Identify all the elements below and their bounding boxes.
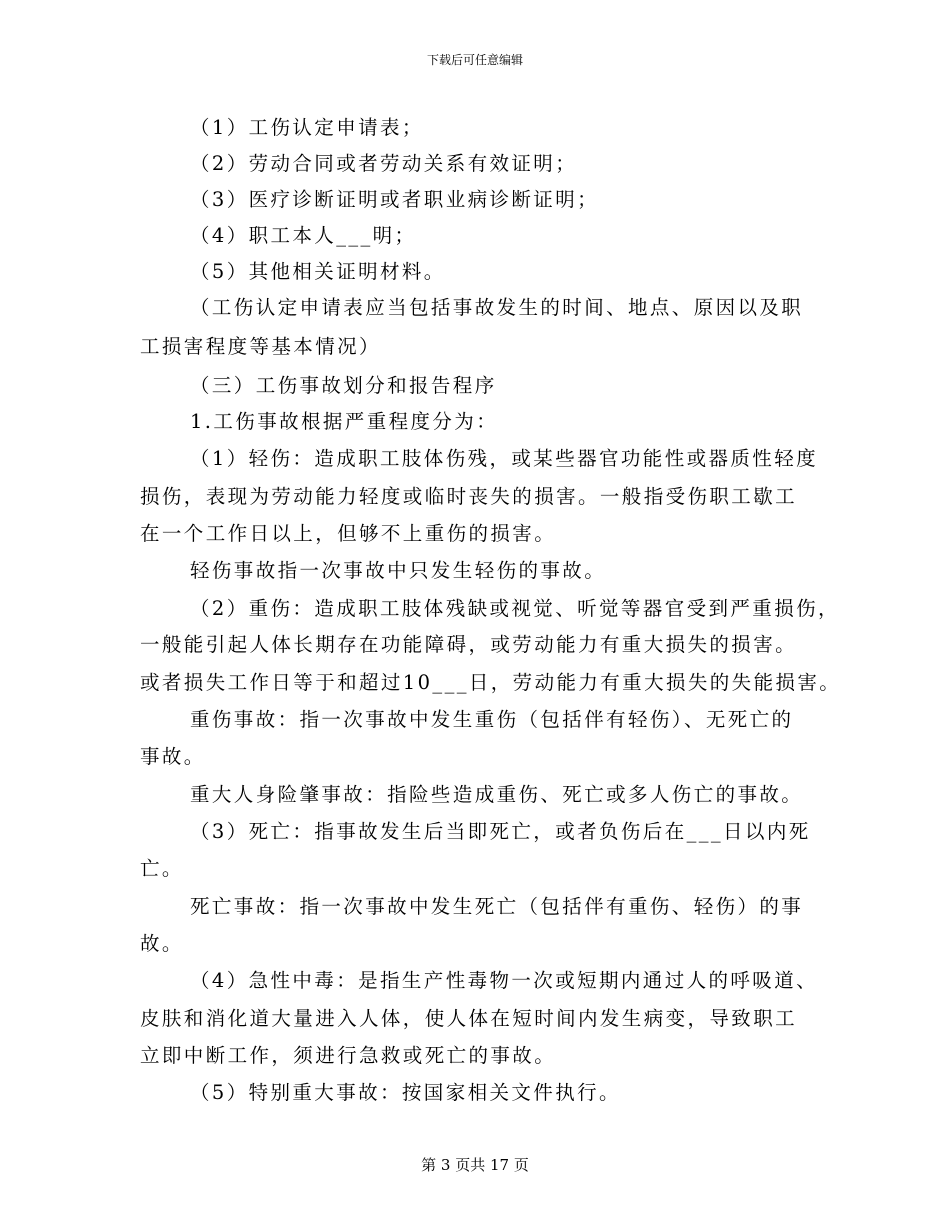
paragraph-line: （2）重伤：造成职工肢体残缺或视觉、听觉等器官受到严重损伤， bbox=[190, 597, 840, 620]
paragraph-line: （4）急性中毒：是指生产性毒物一次或短期内通过人的呼吸道、 bbox=[190, 969, 819, 992]
paragraph-line: （5）特别重大事故：按国家相关文件执行。 bbox=[190, 1081, 621, 1104]
paragraph-line: 一般能引起人体长期存在功能障碍，或劳动能力有重大损失的损害。 bbox=[140, 633, 798, 656]
list-item: （1）工伤认定申请表； bbox=[190, 116, 424, 139]
paragraph-line: 亡。 bbox=[140, 857, 184, 880]
paragraph-line: 在一个工作日以上，但够不上重伤的损害。 bbox=[140, 522, 557, 545]
paragraph-line: 重大人身险肇事故：指险些造成重伤、死亡或多人伤亡的事故。 bbox=[190, 783, 804, 806]
list-item: （4）职工本人___明； bbox=[190, 224, 417, 247]
page-number: 第 3 页共 17 页 bbox=[421, 1156, 529, 1174]
paragraph-line: 或者损失工作日等于和超过10___日，劳动能力有重大损失的失能损害。 bbox=[140, 671, 842, 694]
paragraph-line: 立即中断工作，须进行急救或死亡的事故。 bbox=[140, 1044, 557, 1067]
section-heading: （三）工伤事故划分和报告程序 bbox=[190, 374, 497, 397]
paragraph-line: （3）死亡：指事故发生后当即死亡，或者负伤后在___日以内死 bbox=[190, 820, 811, 843]
paragraph-line: 事故。 bbox=[140, 745, 206, 768]
page-header: 下载后可任意编辑 bbox=[426, 53, 523, 67]
list-item: （2）劳动合同或者劳动关系有效证明； bbox=[190, 152, 578, 175]
paragraph-line: 工损害程度等基本情况） bbox=[140, 335, 381, 358]
list-item: （5）其他相关证明材料。 bbox=[190, 260, 446, 283]
paragraph-line: 重伤事故：指一次事故中发生重伤（包括伴有轻伤）、无死亡的 bbox=[190, 708, 794, 731]
paragraph-line: 损伤，表现为劳动能力轻度或临时丧失的损害。一般指受伤职工歇工 bbox=[140, 485, 798, 508]
paragraph-line: 皮肤和消化道大量进入人体，使人体在短时间内发生病变，导致职工 bbox=[140, 1007, 798, 1030]
paragraph-line: （工伤认定申请表应当包括事故发生的时间、地点、原因以及职 bbox=[190, 296, 804, 319]
paragraph-line: （1）轻伤：造成职工肢体伤残，或某些器官功能性或器质性轻度 bbox=[190, 447, 819, 470]
list-item: （3）医疗诊断证明或者职业病诊断证明； bbox=[190, 188, 600, 211]
subsection-heading: 1.工伤事故根据严重程度分为： bbox=[190, 410, 499, 433]
paragraph-line: 死亡事故：指一次事故中发生死亡（包括伴有重伤、轻伤）的事 bbox=[190, 895, 804, 918]
paragraph-line: 故。 bbox=[140, 932, 184, 955]
paragraph-line: 轻伤事故指一次事故中只发生轻伤的事故。 bbox=[190, 559, 607, 582]
